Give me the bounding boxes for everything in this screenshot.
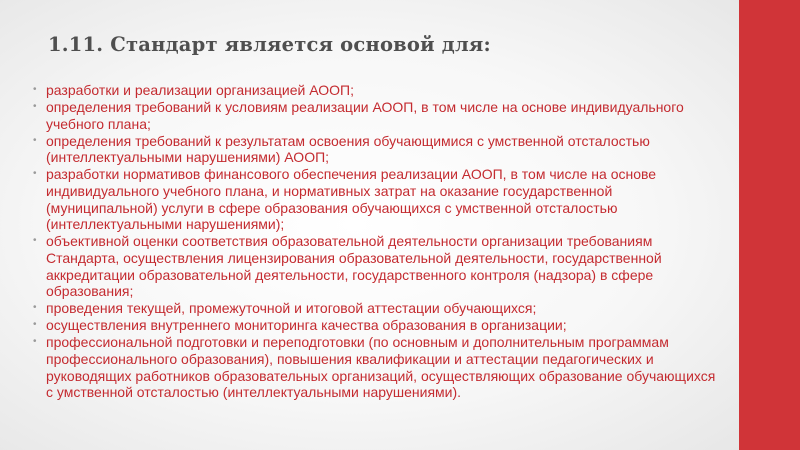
list-item-text: определения требований к условиям реализации АООП, в том числе на основе индивидуального учебного плана; [46,99,684,132]
list-item-text: разработки нормативов финансового обеспечения реализации АООП, в том числе на основе индивидуального учебного плана, и нормативных затрат на оказание государственной (муниципальной) услуги в сфере образования обучающихся с умственной отсталостью (интеллектуальными нарушениями); [46,166,657,233]
bullet-icon: • [33,336,37,348]
bullet-icon: • [33,101,37,113]
bullet-icon: • [33,319,37,331]
bullet-icon: • [33,84,37,95]
bullet-icon: • [33,134,37,146]
list-item [33,233,723,299]
accent-bar [739,0,800,450]
list-item [33,133,723,166]
list-item-text: разработки и реализации организацией АООП; [46,82,354,98]
bullet-icon: • [33,168,37,180]
list-item [33,99,723,132]
bullet-icon: • [33,235,37,247]
list-item [33,317,723,334]
list-item-text: проведения текущей, промежуточной и итоговой аттестации обучающихся; [46,300,537,317]
bullet-icon: • [33,302,37,314]
list-item [33,300,723,317]
bullet-list [33,82,723,401]
list-item [33,334,723,400]
list-item-text: осуществления внутреннего мониторинга качества образования в организации; [46,317,567,334]
list-item [33,166,723,232]
list-item-text: профессиональной подготовки и переподготовки (по основным и дополнительным программам профессионального образования), повышения квалификации и аттестации педагогических и руководящих работников образовательных организаций, осуществляющих образование обучающихся с умственной отсталостью (интеллектуальными нарушениями). [46,334,716,401]
list-item-text: определения требований к результатам освоения обучающимися с умственной отсталостью (интеллектуальными нарушениями) АООП; [46,132,650,166]
list-item-text: объективной оценки соответствия образовательной деятельности организации требованиям Стандарта, осуществления лицензирования образовательной деятельности, государственной аккредитации образовательной деятельности, государственного контроля (надзора) в сфере образования; [46,233,662,300]
list-item [33,82,723,99]
slide-title: 1.11. Стандарт является основой для: [48,33,491,56]
